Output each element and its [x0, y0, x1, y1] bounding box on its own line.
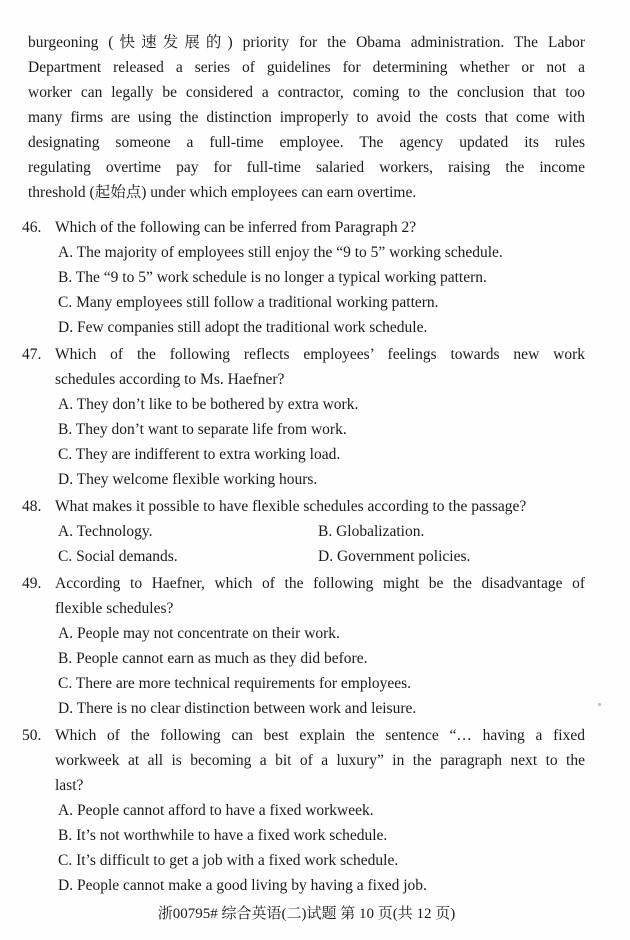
question-stem [55, 215, 585, 240]
option-b: B. People cannot earn as much as they did before. [58, 650, 368, 667]
option-b: B. The “9 to 5” work schedule is no longer a typical working pattern. [58, 269, 487, 286]
option-a: A. The majority of employees still enjoy the “9 to 5” working schedule. [58, 244, 503, 261]
option-d: D. Few companies still adopt the traditional work schedule. [58, 319, 428, 336]
question-stem-line: schedules according to Ms. Haefner? [55, 371, 285, 388]
options-list [58, 519, 585, 569]
options-list [58, 240, 585, 340]
option-d: D. They welcome flexible working hours. [58, 471, 318, 488]
passage-line: worker can legally be considered a contractor, coming to the conclusion that too [28, 84, 585, 101]
question-stem [55, 494, 585, 519]
option-c: C. There are more technical requirements for employees. [58, 675, 412, 692]
question-47 [22, 342, 585, 492]
passage-line: threshold (起始点) under which employees can earn overtime. [28, 184, 417, 201]
question-number: 50. [22, 727, 42, 744]
option-b: B. It’s not worthwhile to have a fixed work schedule. [58, 827, 388, 844]
question-stem-line: last? [55, 777, 84, 794]
passage-line: regulating overtime pay for full-time salaried workers, raising the income [28, 159, 585, 176]
option-b: B. They don’t want to separate life from work. [58, 421, 347, 438]
question-number: 46. [22, 219, 42, 236]
question-number: 49. [22, 575, 42, 592]
option-d: D. People cannot make a good living by having a fixed job. [58, 877, 427, 894]
page-footer: 浙00795# 综合英语(二)试题 第 10 页(共 12 页) [157, 906, 456, 922]
passage-line: many firms are using the distinction improperly to avoid the costs that come with [28, 109, 585, 126]
option-d: D. Government policies. [318, 548, 471, 565]
question-stem [55, 723, 585, 798]
question-50 [22, 723, 585, 898]
question-stem-line: Which of the following can be inferred from Paragraph 2? [55, 219, 417, 236]
option-c: C. They are indifferent to extra working load. [58, 446, 341, 463]
option-c: C. Social demands. [58, 548, 178, 565]
question-46 [22, 215, 585, 340]
options-list [58, 621, 585, 721]
question-stem-line: Which of the following can best explain the sentence “… having a fixed [55, 727, 585, 744]
option-c: C. It’s difficult to get a job with a fixed work schedule. [58, 852, 399, 869]
passage-paragraph [28, 30, 585, 205]
question-stem-line: flexible schedules? [55, 600, 174, 617]
passage-line: Department released a series of guidelines for determining whether or not a [28, 59, 585, 76]
question-stem-line: workweek at all is becoming a bit of a luxury” in the paragraph next to the [55, 752, 585, 769]
option-d: D. There is no clear distinction between work and leisure. [58, 700, 417, 717]
question-stem-line: What makes it possible to have flexible schedules according to the passage? [55, 498, 527, 515]
passage-line: burgeoning (快速发展的) priority for the Obama administration. The Labor [28, 34, 585, 51]
option-c: C. Many employees still follow a traditional working pattern. [58, 294, 439, 311]
passage-line: designating someone a full-time employee. The agency updated its rules [28, 134, 585, 151]
question-48 [22, 494, 585, 569]
option-b: B. Globalization. [318, 523, 425, 540]
option-a: A. People cannot afford to have a fixed workweek. [58, 802, 374, 819]
question-stem [55, 571, 585, 621]
option-a: A. They don’t like to be bothered by extra work. [58, 396, 359, 413]
question-number: 47. [22, 346, 42, 363]
options-list [58, 798, 585, 898]
question-stem [55, 342, 585, 392]
question-stem-line: Which of the following reflects employees’ feelings towards new work [55, 346, 585, 363]
scan-speck [598, 703, 601, 706]
question-49 [22, 571, 585, 721]
question-number: 48. [22, 498, 42, 515]
option-a: A. Technology. [58, 523, 153, 540]
options-list [58, 392, 585, 492]
option-a: A. People may not concentrate on their work. [58, 625, 340, 642]
question-stem-line: According to Haefner, which of the following might be the disadvantage of [55, 575, 585, 592]
